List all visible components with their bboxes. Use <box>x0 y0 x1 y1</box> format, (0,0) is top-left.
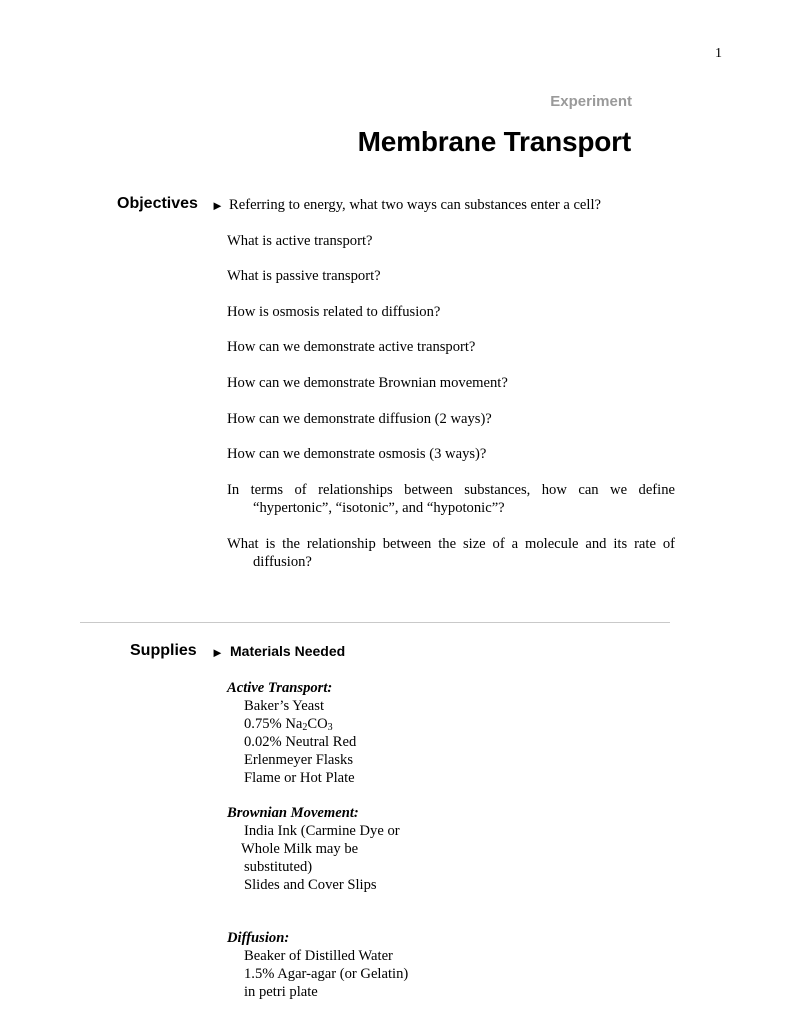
list-item: 1.5% Agar-agar (or Gelatin) <box>244 966 409 982</box>
objective-question-9 <box>227 481 675 517</box>
diffusion-title: Diffusion: <box>227 930 290 946</box>
objective-question-1: Referring to energy, what two ways can substances enter a cell? <box>229 197 601 213</box>
list-item: Baker’s Yeast <box>244 698 324 714</box>
brownian-movement-title: Brownian Movement: <box>227 805 359 821</box>
page-title: Membrane Transport <box>357 126 631 157</box>
experiment-kicker: Experiment <box>550 93 632 110</box>
objective-question-10-line-2: diffusion? <box>253 554 312 570</box>
list-item: Whole Milk may be <box>241 841 359 857</box>
list-item: Slides and Cover Slips <box>244 877 377 893</box>
objective-question-2: What is active transport? <box>227 233 373 249</box>
list-item-na2co3 <box>227 715 356 733</box>
list-item: India Ink (Carmine Dye or <box>244 823 400 839</box>
list-item: substituted) <box>244 859 313 875</box>
na2co3-prefix: 0.75% Na <box>244 716 303 732</box>
list-item: 0.02% Neutral Red <box>244 734 357 750</box>
objectives-label: Objectives <box>117 195 198 212</box>
list-item: in petri plate <box>244 984 318 1000</box>
objective-question-7: How can we demonstrate diffusion (2 ways)? <box>227 411 492 427</box>
objectives-arrow-icon: ► <box>211 198 224 213</box>
na2co3-subscript-2: 2 <box>302 722 308 733</box>
active-transport-group <box>227 679 356 787</box>
supplies-label: Supplies <box>130 642 197 659</box>
objective-question-9-line-1: In terms of relationships between substances, how can we define <box>227 482 675 498</box>
na2co3-subscript-3: 3 <box>327 722 333 733</box>
materials-needed-heading: Materials Needed <box>230 643 346 659</box>
objective-question-4: How is osmosis related to diffusion? <box>227 304 441 320</box>
list-item: Erlenmeyer Flasks <box>244 752 354 768</box>
objective-question-9-line-2: “hypertonic”, “isotonic”, and “hypotonic”? <box>253 500 505 516</box>
list-item: Beaker of Distilled Water <box>244 948 393 964</box>
page-number: 1 <box>715 46 722 61</box>
section-divider <box>80 622 670 623</box>
list-item: Flame or Hot Plate <box>244 770 355 786</box>
supplies-arrow-icon: ► <box>211 645 224 660</box>
diffusion-group <box>227 929 408 1001</box>
brownian-movement-group <box>227 804 400 894</box>
objective-question-10 <box>227 535 675 571</box>
na2co3-mid: CO <box>307 716 328 732</box>
objective-question-10-line-1: What is the relationship between the size of a molecule and its rate of <box>227 536 675 552</box>
objective-question-8: How can we demonstrate osmosis (3 ways)? <box>227 446 487 462</box>
objective-question-5: How can we demonstrate active transport? <box>227 339 476 355</box>
active-transport-title: Active Transport: <box>227 680 333 696</box>
objective-question-3: What is passive transport? <box>227 268 381 284</box>
objective-question-6: How can we demonstrate Brownian movement? <box>227 375 508 391</box>
